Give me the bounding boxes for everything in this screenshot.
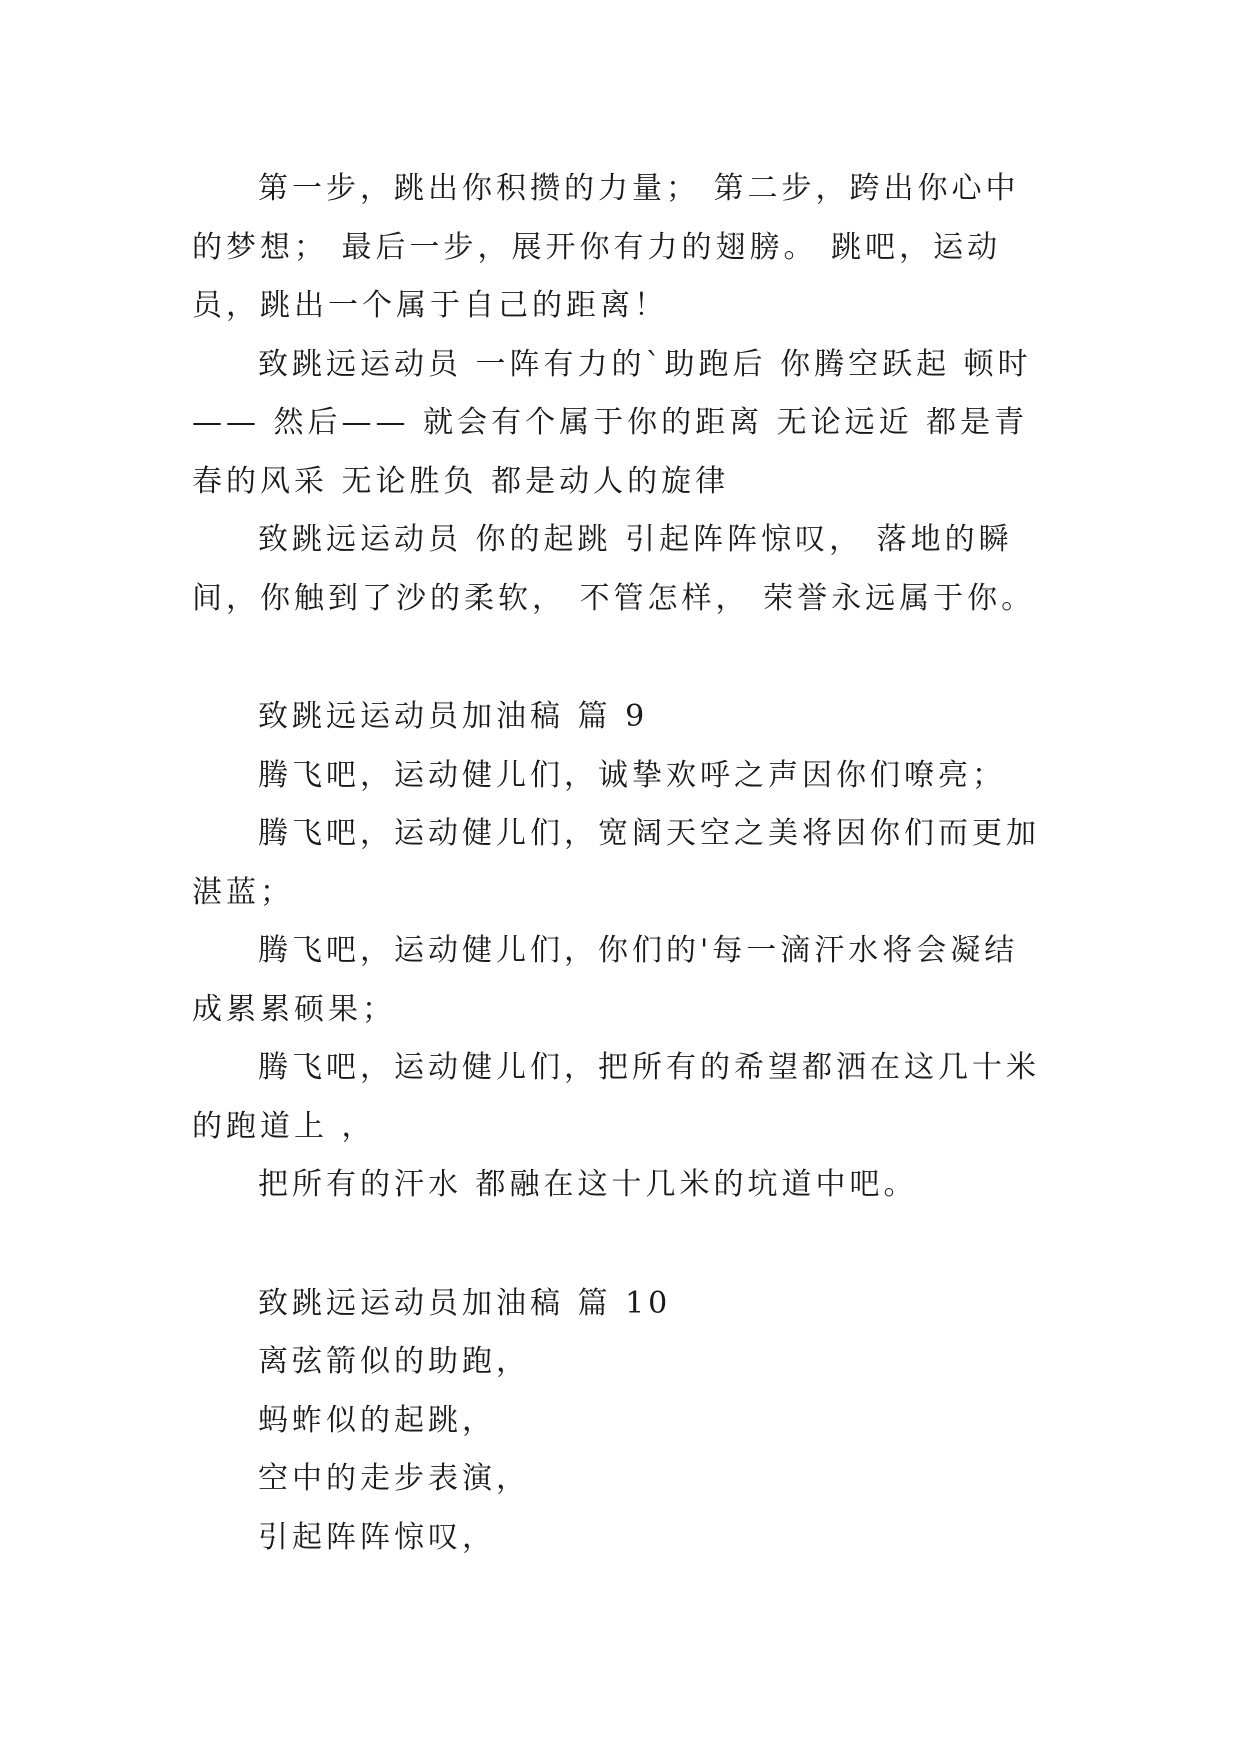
paragraph: 致跳远运动员 一阵有力的`助跑后 你腾空跃起 顿时—— 然后—— 就会有个属于你的距离 无论远近 都是青春的风采 无论胜负 都是动人的旋律	[192, 346, 1032, 499]
section-gap	[192, 1215, 1052, 1275]
paragraph: 腾飞吧，运动健儿们，把所有的希望都洒在这几十米的跑道上 ，	[192, 1050, 1040, 1144]
poem-line: 蚂蚱似的起跳，	[258, 1402, 496, 1438]
poem-line: 离弦箭似的助跑，	[258, 1344, 530, 1379]
paragraph: 腾飞吧，运动健儿们，宽阔天空之美将因你们而更加湛蓝；	[192, 816, 1040, 910]
paragraph: 腾飞吧，运动健儿们，你们的'每一滴汗水将会凝结成累累硕果；	[192, 933, 1019, 1027]
paragraph: 致跳远运动员 你的起跳 引起阵阵惊叹， 落地的瞬间，你触到了沙的柔软， 不管怎样， 荣誉永远属于你。	[192, 522, 1036, 616]
paragraph: 第一步，跳出你积攒的力量； 第二步，跨出你心中的梦想； 最后一步，展开你有力的翅膀。 跳吧，运动员，跳出一个属于自己的距离！	[192, 171, 1020, 323]
section-9-title: 致跳远运动员加油稿 篇 9	[258, 699, 649, 734]
paragraph: 把所有的汗水 都融在这十几米的坑道中吧。	[258, 1167, 918, 1202]
poem-line: 引起阵阵惊叹，	[258, 1519, 496, 1555]
poem-line: 空中的走步表演，	[258, 1461, 530, 1496]
section-gap	[192, 628, 1052, 688]
paragraph: 腾飞吧，运动健儿们，诚挚欢呼之声因你们嘹亮；	[258, 757, 1006, 793]
document-body	[192, 160, 1052, 1567]
section-10-title: 致跳远运动员加油稿 篇 10	[258, 1285, 672, 1321]
